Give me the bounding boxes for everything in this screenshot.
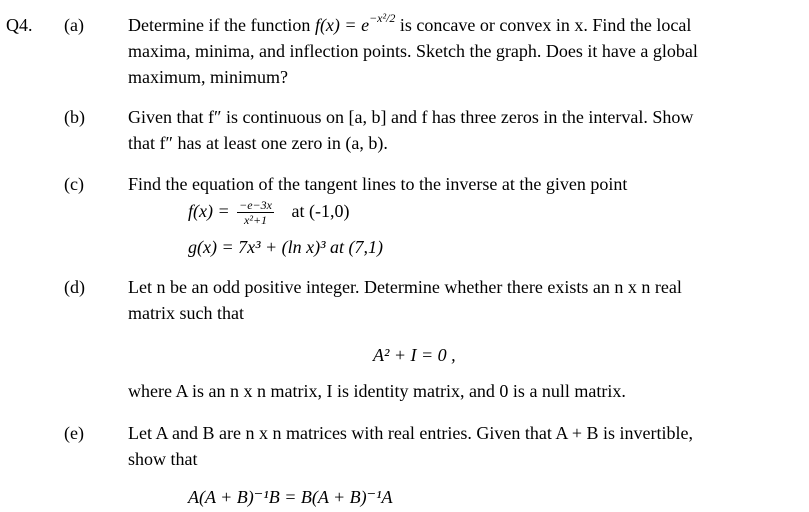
part-a-exponent: −x²/2 (369, 11, 396, 25)
part-c-eq1-fraction (237, 198, 274, 227)
part-e-line-1: Let A and B are n x n matrices with real entries. Given that A + B is invertible, (128, 423, 694, 443)
part-a-function: f(x) = e (314, 15, 370, 35)
part-e-equation: A(A + B)⁻¹B = B(A + B)⁻¹A (188, 487, 393, 507)
part-a-text (128, 12, 803, 90)
question-number: Q4. (6, 15, 33, 35)
part-a-line-1 (128, 12, 803, 38)
part-c-equation-2: g(x) = 7x³ + (ln x)³ at (7,1) (188, 237, 384, 257)
part-c-label: (c) (64, 174, 84, 194)
part-d-label: (d) (64, 277, 85, 297)
part-a-line-1-prefix: Determine if the function (128, 15, 315, 35)
part-b-label: (b) (64, 107, 85, 127)
part-a-label: (a) (64, 15, 84, 35)
part-c-eq1-point: at (-1,0) (291, 201, 350, 221)
part-a-line-1-suffix: is concave or convex in x. Find the local (395, 15, 692, 35)
part-d-line-1: Let n be an odd positive integer. Determine whether there exists an n x n real (128, 277, 682, 297)
part-c-line-1: Find the equation of the tangent lines to the inverse at the given point (128, 174, 628, 194)
part-e-label: (e) (64, 423, 84, 443)
part-c-eq1-numerator: −e−3x (239, 198, 272, 213)
part-c-equation-1 (188, 198, 349, 227)
part-d-text (128, 274, 803, 326)
part-b-line-1: Given that f″ is continuous on [a, b] and f has three zeros in the interval. Show (128, 107, 694, 127)
part-e-text (128, 420, 803, 472)
part-a-line-2: maxima, minima, and inflection points. Sketch the graph. Does it have a global (128, 41, 698, 61)
part-e-line-2: show that (128, 449, 198, 469)
part-b-line-2: that f″ has at least one zero in (a, b). (128, 133, 388, 153)
part-c-text (128, 171, 803, 197)
part-a-line-3: maximum, minimum? (128, 67, 288, 87)
part-d-line-3: where A is an n x n matrix, I is identity matrix, and 0 is a null matrix. (128, 381, 626, 401)
part-d-equation: A² + I = 0 , (373, 345, 456, 365)
part-c-eq1-denominator: x²+1 (244, 213, 268, 228)
part-d-line-2: matrix such that (128, 303, 244, 323)
part-c-eq1-lhs: f(x) = (188, 201, 230, 221)
part-b-text (128, 104, 803, 156)
